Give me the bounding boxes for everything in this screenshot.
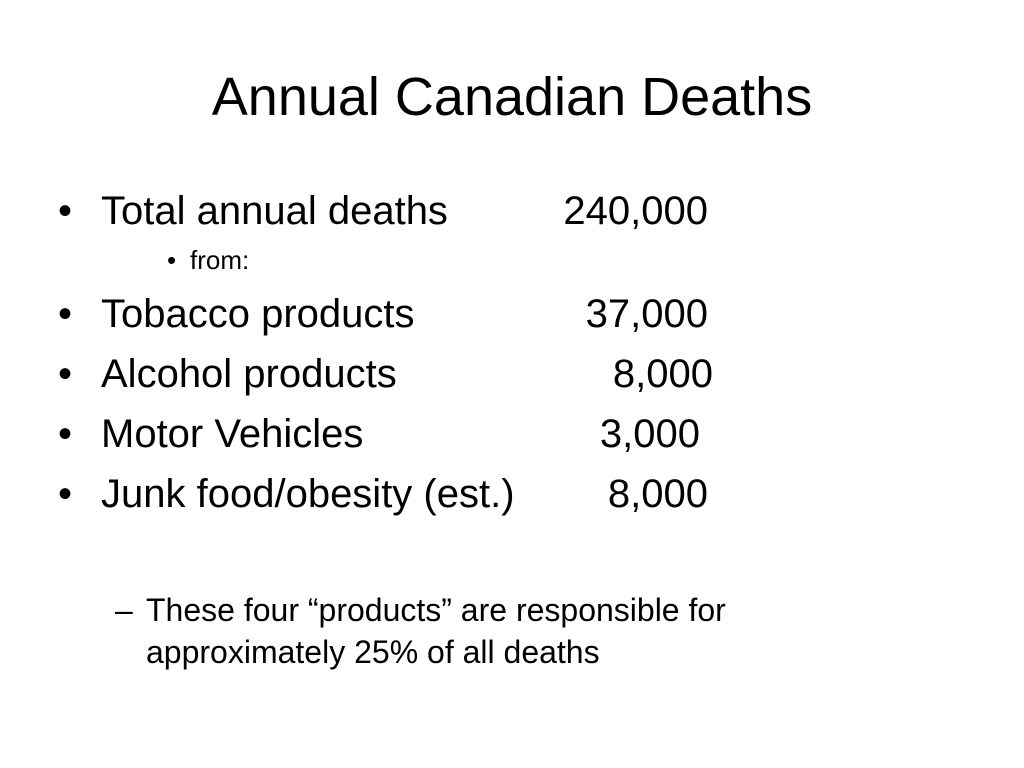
- slide-title: Annual Canadian Deaths: [211, 67, 813, 127]
- list-item-value: 8,000: [612, 352, 713, 396]
- bullet-icon: •: [58, 292, 73, 336]
- summary-note: [0, 589, 1024, 679]
- list-item-value: 37,000: [585, 292, 708, 336]
- bullet-icon: •: [58, 472, 73, 516]
- summary-note-text: These four “products” are responsible for approximately 25% of all deaths: [146, 592, 726, 670]
- list-item-value: 3,000: [599, 412, 700, 456]
- bullet-icon: •: [58, 412, 73, 456]
- bullet-icon: •: [167, 245, 177, 275]
- list-item-value: 8,000: [607, 472, 708, 516]
- sub-list-item-label: from:: [190, 245, 250, 275]
- list-item-label: Motor Vehicles: [101, 412, 364, 456]
- bullet-icon: •: [58, 352, 73, 396]
- list-item-label: Junk food/obesity (est.): [101, 472, 515, 516]
- list-item-value: 240,000: [563, 189, 708, 233]
- bullet-icon: •: [58, 189, 73, 233]
- list-item-label: Alcohol products: [101, 352, 397, 396]
- list-item-label: Total annual deaths: [101, 189, 448, 233]
- list-item-label: Tobacco products: [101, 292, 415, 336]
- dash-bullet-icon: –: [115, 592, 133, 628]
